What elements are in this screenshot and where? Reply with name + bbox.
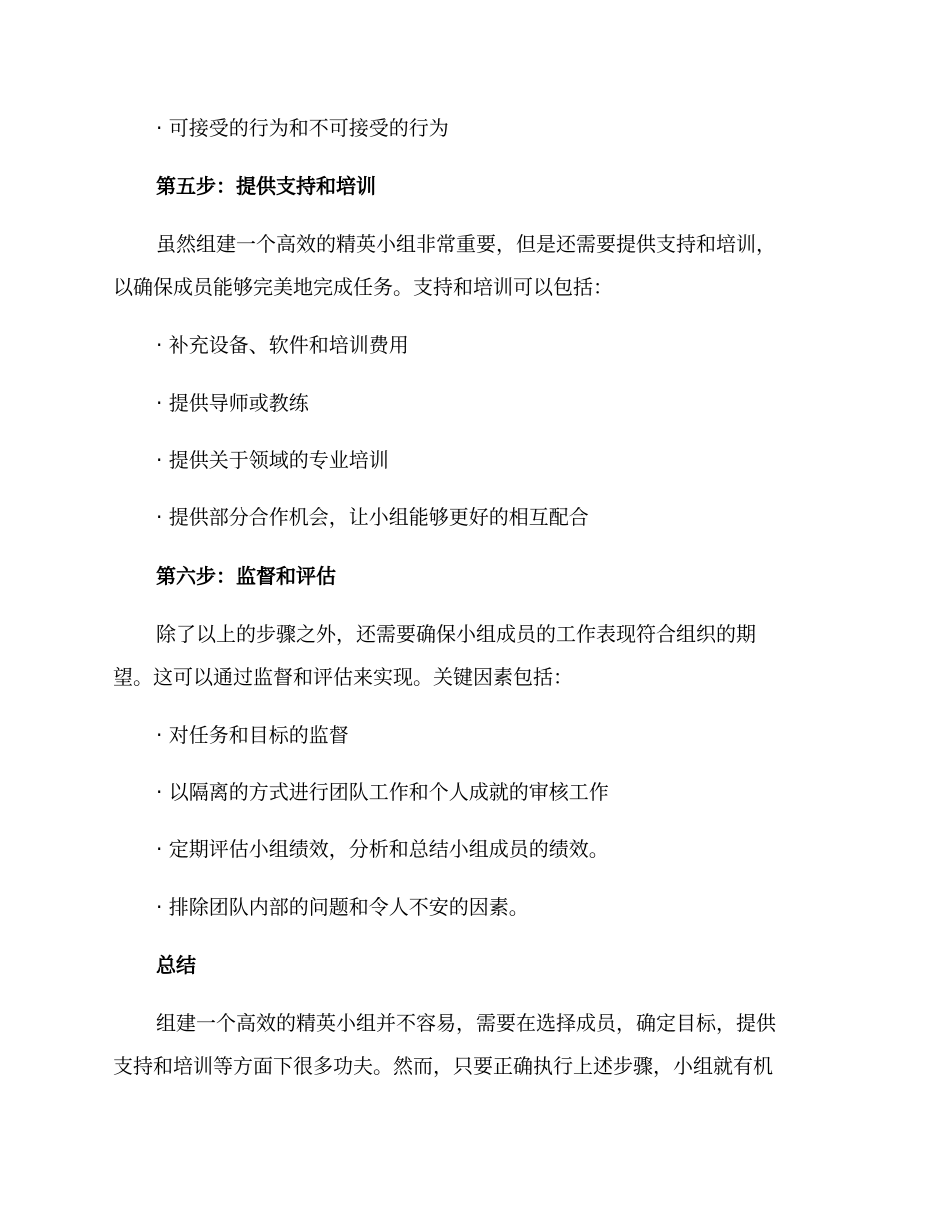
bullet-acceptable-behavior: · 可接受的行为和不可接受的行为 — [156, 116, 449, 140]
list-item: · 定期评估小组绩效，分析和总结小组成员的绩效。 — [156, 837, 609, 861]
list-item: · 补充设备、软件和培训费用 — [156, 333, 409, 357]
step6-heading: 第六步：监督和评估 — [156, 564, 336, 588]
list-item: · 对任务和目标的监督 — [156, 723, 349, 747]
summary-paragraph-line-1: 组建一个高效的精英小组并不容易，需要在选择成员，确定目标，提供 — [156, 1011, 776, 1035]
summary-paragraph-line-2: 支持和培训等方面下很多功夫。然而，只要正确执行上述步骤，小组就有机 — [113, 1054, 773, 1078]
list-item: · 提供导师或教练 — [156, 391, 309, 415]
list-item: · 以隔离的方式进行团队工作和个人成就的审核工作 — [156, 780, 609, 804]
step6-paragraph-line-2: 望。这可以通过监督和评估来实现。关键因素包括： — [113, 665, 573, 689]
list-item: · 排除团队内部的问题和令人不安的因素。 — [156, 895, 529, 919]
list-item: · 提供关于领域的专业培训 — [156, 448, 389, 472]
step5-heading: 第五步：提供支持和培训 — [156, 174, 376, 198]
step5-paragraph-line-1: 虽然组建一个高效的精英小组非常重要，但是还需要提供支持和培训， — [156, 232, 776, 256]
list-item: · 提供部分合作机会，让小组能够更好的相互配合 — [156, 505, 589, 529]
step5-paragraph-line-2: 以确保成员能够完美地完成任务。支持和培训可以包括： — [113, 275, 613, 299]
step6-paragraph-line-1: 除了以上的步骤之外，还需要确保小组成员的工作表现符合组织的期 — [156, 622, 756, 646]
summary-heading: 总结 — [156, 953, 196, 977]
